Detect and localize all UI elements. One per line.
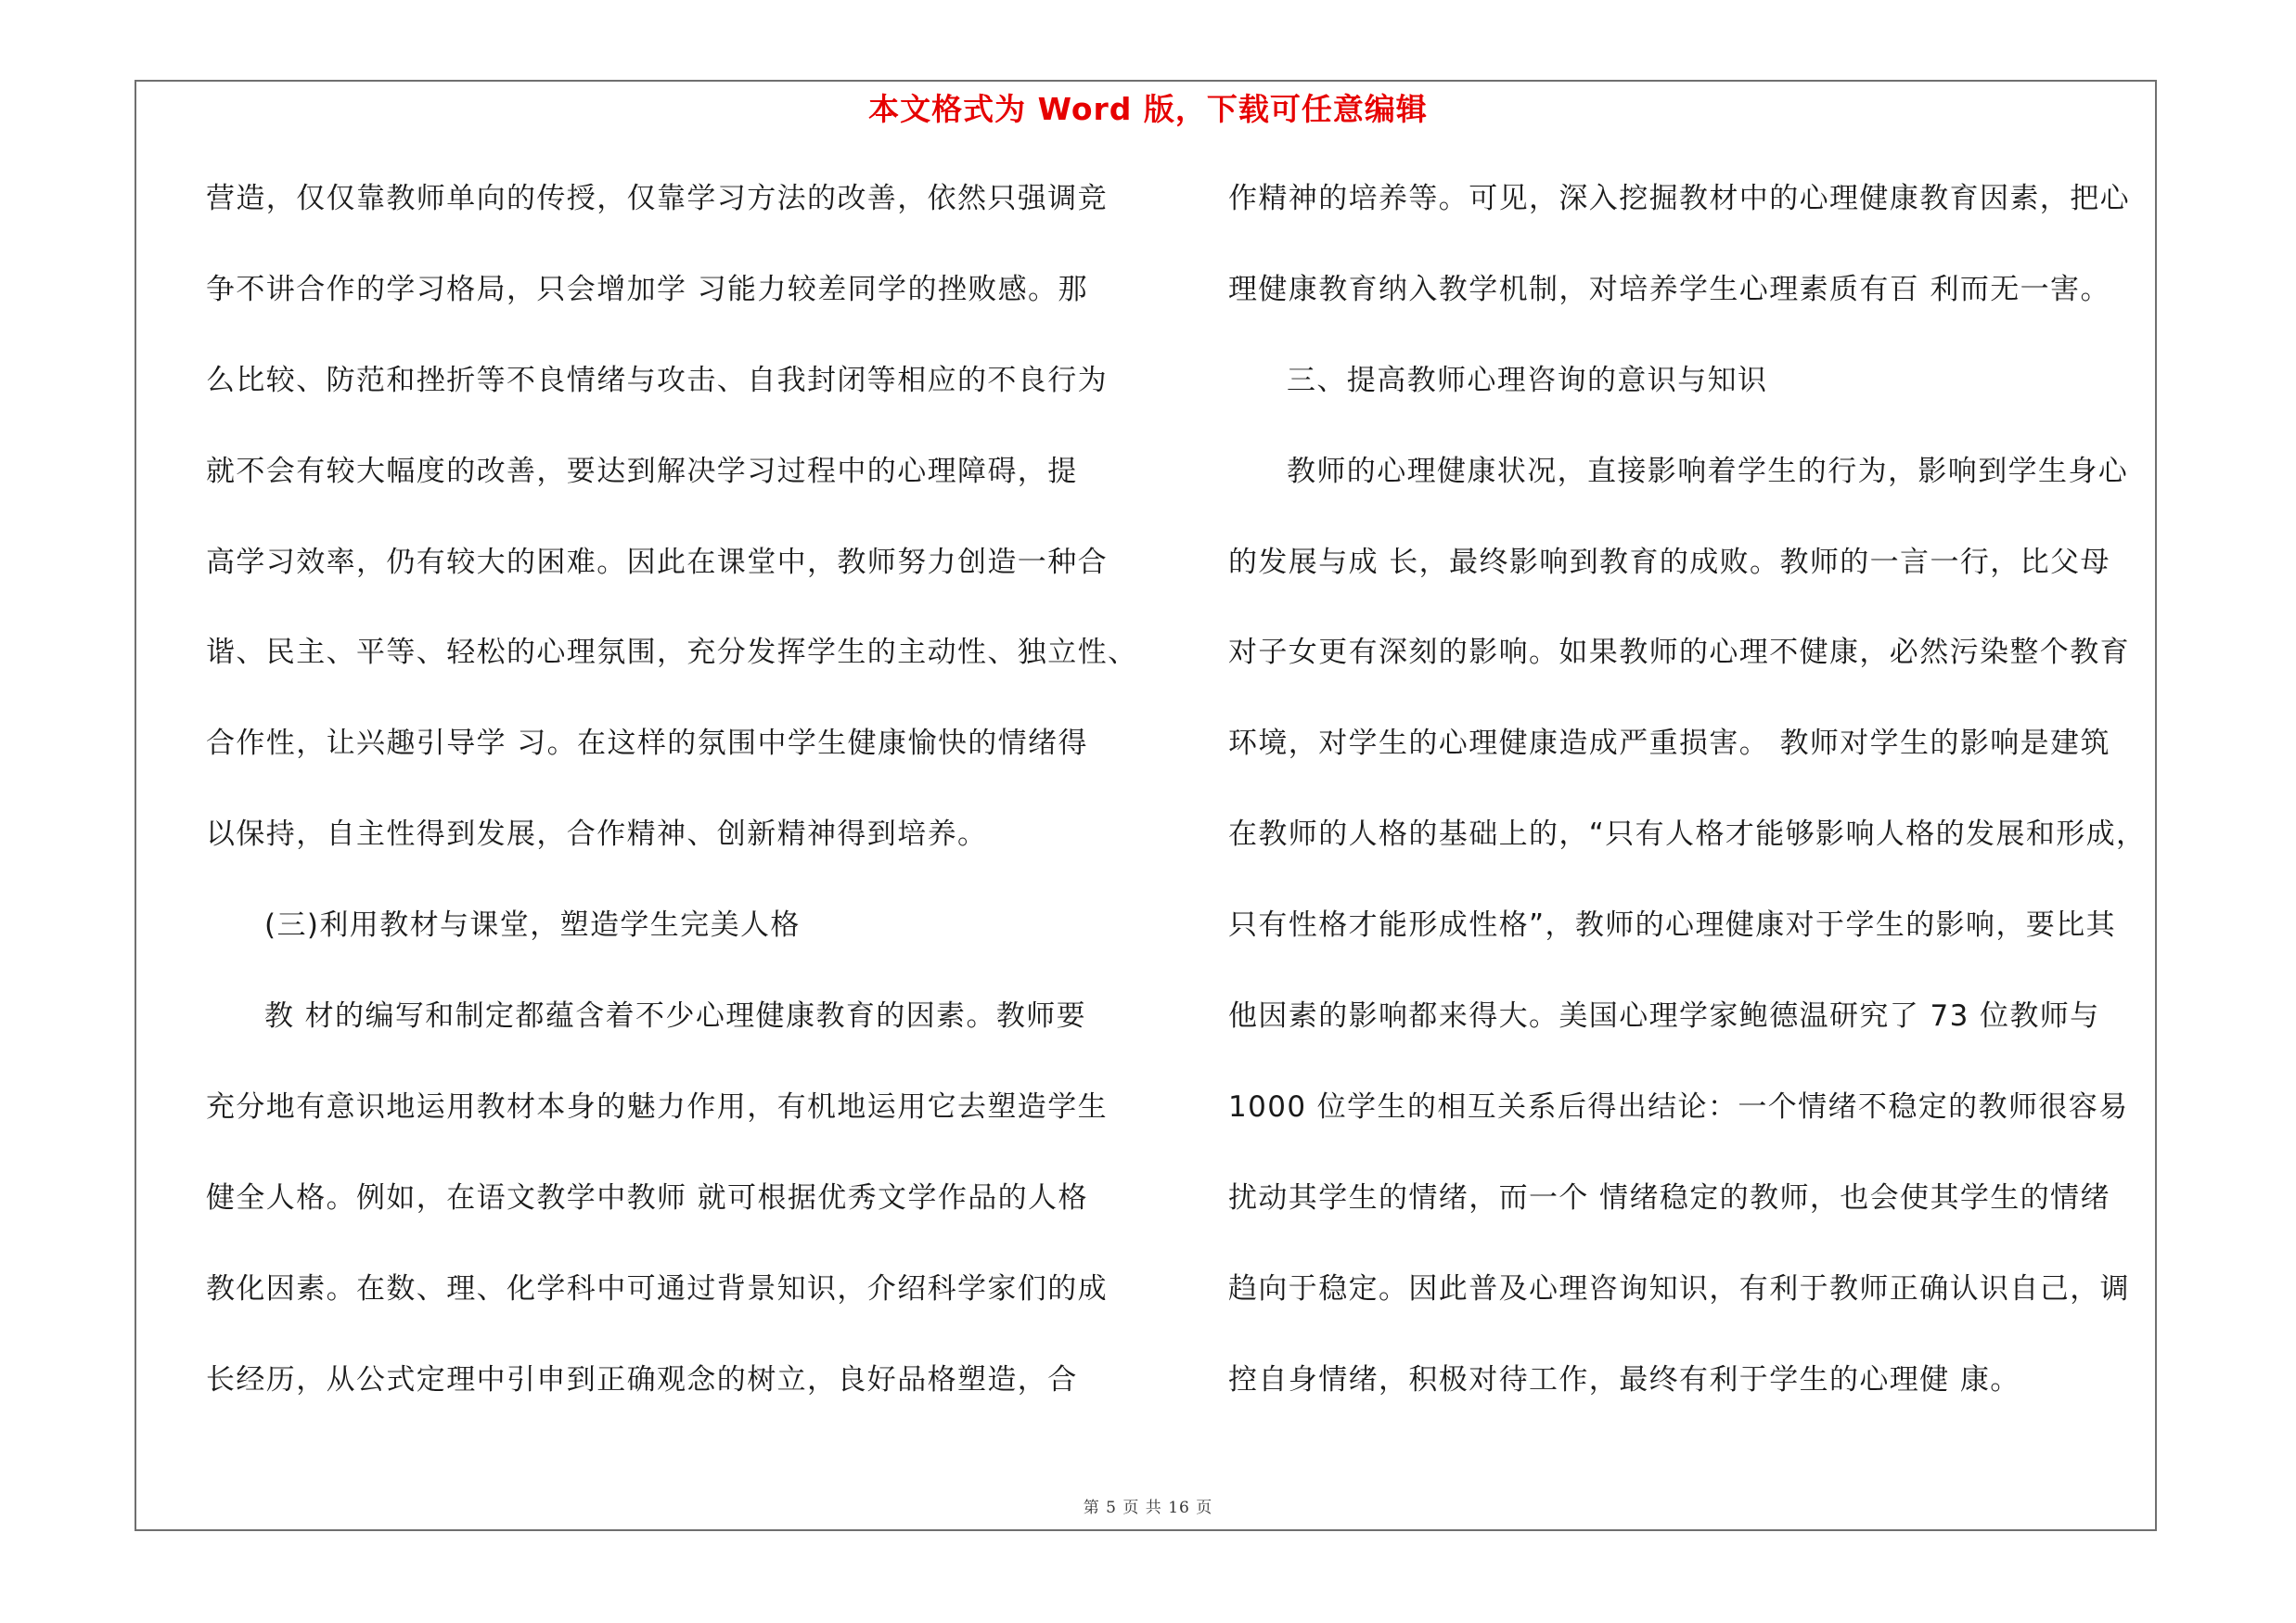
text-line: 作精神的培养等。可见，深入挖掘教材中的心理健康教育因素，把心 <box>1228 182 2130 215</box>
text-line: 理健康教育纳入教学机制，对培养学生心理素质有百 利而无一害。 <box>1228 272 2110 306</box>
text-line: 的发展与成 长，最终影响到教育的成败。教师的一言一行，比父母 <box>1228 545 2110 579</box>
text-line: 控自身情绪，积极对待工作，最终有利于学生的心理健 康。 <box>1228 1362 2020 1397</box>
text-line: 三、提高教师心理咨询的意识与知识 <box>1287 363 1768 397</box>
text-line: 他因素的影响都来得大。美国心理学家鲍德温研究了 73 位教师与 <box>1228 999 2100 1034</box>
word-format-banner: 本文格式为 Word 版，下载可任意编辑 <box>868 91 1428 127</box>
text-line: 扰动其学生的情绪，而一个 情绪稳定的教师，也会使其学生的情绪 <box>1228 1180 2110 1215</box>
text-line: 趋向于稳定。因此普及心理咨询知识，有利于教师正确认识自己，调 <box>1228 1271 2130 1306</box>
text-line: 只有性格才能形成性格”，教师的心理健康对于学生的影响，要比其 <box>1228 908 2117 943</box>
text-line: 争不讲合作的学习格局，只会增加学 习能力较差同学的挫败感。那 <box>206 272 1088 306</box>
text-line: 教 材的编写和制定都蕴含着不少心理健康教育的因素。教师要 <box>264 999 1087 1034</box>
text-line: 教化因素。在数、理、化学科中可通过背景知识，介绍科学家们的成 <box>206 1271 1108 1306</box>
text-line: 营造，仅仅靠教师单向的传授，仅靠学习方法的改善，依然只强调竞 <box>206 182 1108 215</box>
text-line: 健全人格。例如，在语文教学中教师 就可根据优秀文学作品的人格 <box>206 1180 1088 1215</box>
text-line: 环境，对学生的心理健康造成严重损害。 教师对学生的影响是建筑 <box>1228 727 2110 761</box>
left-text-column <box>206 182 1138 1455</box>
text-line: 以保持，自主性得到发展，合作精神、创新精神得到培养。 <box>206 818 988 852</box>
text-line: 1000 位学生的相互关系后得出结论：一个情绪不稳定的教师很容易 <box>1228 1089 2129 1124</box>
text-line: 长经历，从公式定理中引申到正确观念的树立，良好品格塑造，合 <box>206 1362 1078 1397</box>
text-line: 谐、民主、平等、轻松的心理氛围，充分发挥学生的主动性、独立性、 <box>206 636 1138 670</box>
text-line: 就不会有较大幅度的改善，要达到解决学习过程中的心理障碍，提 <box>206 454 1078 488</box>
right-text-column <box>1228 184 2147 1455</box>
text-line: 高学习效率，仍有较大的困难。因此在课堂中，教师努力创造一种合 <box>206 545 1108 579</box>
text-line: 么比较、防范和挫折等不良情绪与攻击、自我封闭等相应的不良行为 <box>206 363 1108 397</box>
page-number-footer: 第 5 页 共 16 页 <box>1083 1499 1213 1517</box>
text-line: 充分地有意识地运用教材本身的魅力作用，有机地运用它去塑造学生 <box>206 1089 1108 1124</box>
text-line: 合作性，让兴趣引导学 习。在这样的氛围中学生健康愉快的情绪得 <box>206 727 1088 761</box>
text-line: 对子女更有深刻的影响。如果教师的心理不健康，必然污染整个教育 <box>1228 636 2130 670</box>
text-line: (三)利用教材与课堂，塑造学生完美人格 <box>264 908 801 943</box>
text-line: 在教师的人格的基础上的，“只有人格才能够影响人格的发展和形成， <box>1228 818 2147 852</box>
text-line: 教师的心理健康状况，直接影响着学生的行为，影响到学生身心 <box>1287 454 2129 488</box>
